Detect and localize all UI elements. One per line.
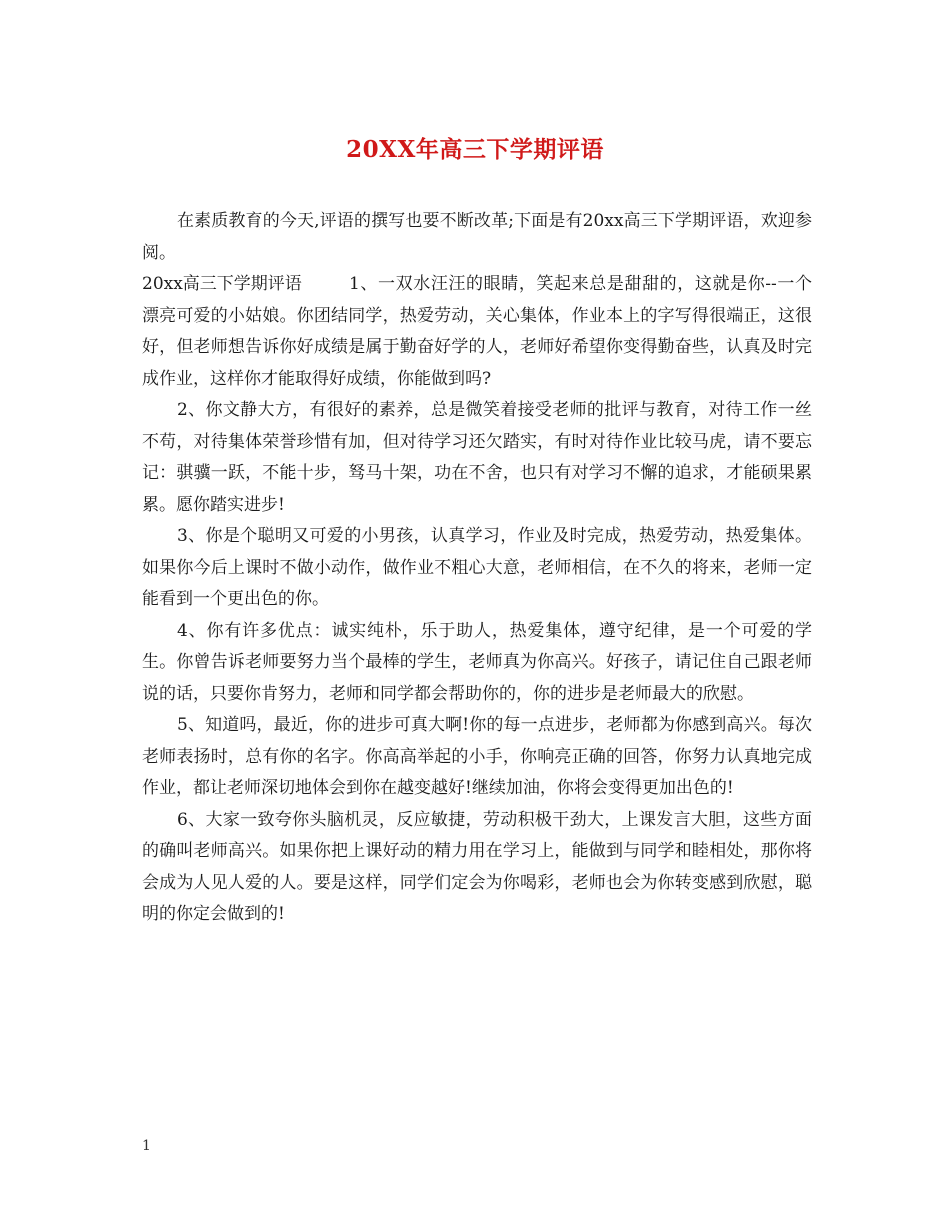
document-title: 20XX年高三下学期评语 — [346, 136, 604, 163]
document-body — [142, 206, 812, 931]
section-heading: 20xx高三下学期评语 — [142, 274, 302, 294]
page-number: 1 — [142, 1138, 151, 1154]
comment-paragraph-3: 3、你是个聪明又可爱的小男孩，认真学习，作业及时完成，热爱劳动，热爱集体。如果你今后上课时不做小动作，做作业不粗心大意，老师相信，在不久的将来，老师一定能看到一个更出色的你。 — [142, 526, 812, 609]
comment-paragraph-1 — [142, 269, 812, 395]
comment-text-1: 1、一双水汪汪的眼睛，笑起来总是甜甜的，这就是你--一个漂亮可爱的小姑娘。你团结同学，热爱劳动，关心集体，作业本上的字写得很端正，这很好，但老师想告诉你好成绩是属于勤奋好学的人，老师好希望你变得勤奋些，认真及时完成作业，这样你才能取得好成绩，你能做到吗? — [142, 274, 812, 389]
comment-paragraph-6: 6、大家一致夸你头脑机灵，反应敏捷，劳动积极干劲大，上课发言大胆，这些方面的确叫老师高兴。如果你把上课好动的精力用在学习上，能做到与同学和睦相处，那你将会成为人见人爱的人。要是这样，同学们定会为你喝彩，老师也会为你转变感到欣慰，聪明的你定会做到的! — [142, 809, 812, 924]
comment-paragraph-4: 4、你有许多优点：诚实纯朴，乐于助人，热爱集体，遵守纪律，是一个可爱的学生。你曾告诉老师要努力当个最棒的学生，老师真为你高兴。好孩子，请记住自己跟老师说的话，只要你肯努力，老师和同学都会帮助你的，你的进步是老师最大的欣慰。 — [142, 620, 812, 704]
intro-paragraph: 在素质教育的今天,评语的撰写也要不断改革;下面是有20xx高三下学期评语，欢迎参阅。 — [142, 211, 812, 263]
comment-paragraph-2: 2、你文静大方，有很好的素养，总是微笑着接受老师的批评与教育，对待工作一丝不苟，对待集体荣誉珍惜有加，但对待学习还欠踏实，有时对待作业比较马虎，请不要忘记：骐骥一跃，不能十步，驽马十架，功在不舍，也只有对学习不懈的追求，才能硕果累累。愿你踏实进步! — [142, 400, 812, 515]
comment-paragraph-5: 5、知道吗，最近，你的进步可真大啊!你的每一点进步，老师都为你感到高兴。每次老师表扬时，总有你的名字。你高高举起的小手，你响亮正确的回答，你努力认真地完成作业，都让老师深切地体会到你在越变越好!继续加油，你将会变得更加出色的! — [142, 715, 812, 798]
